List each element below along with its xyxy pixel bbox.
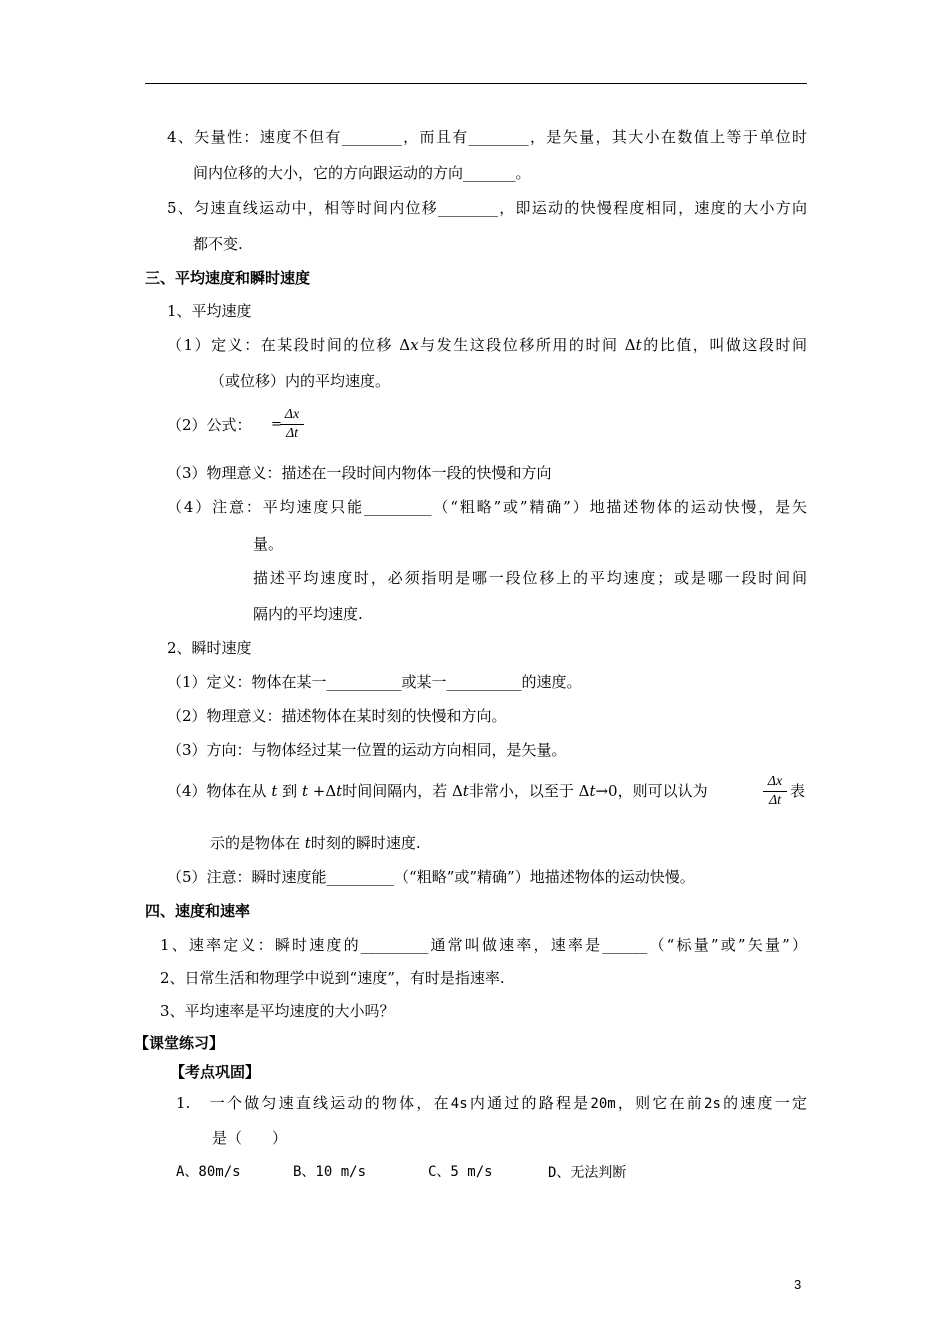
vector-property-line-2: 间内位移的大小，它的方向跟运动的方向_______。	[193, 164, 531, 182]
note-line-1: （4）注意：平均速度只能_________（“粗略”或”精确”）地描述物体的运动快慢，是矢	[167, 498, 807, 516]
instant-direction-line: （3）方向：与物体经过某一位置的运动方向相同，是矢量。	[167, 741, 567, 759]
formula-label: （2）公式：	[167, 416, 252, 434]
question-1-line-2: 是（ ）	[212, 1129, 288, 1147]
option-c: C、5 m/s	[428, 1164, 493, 1180]
limit-fraction	[762, 773, 788, 810]
uniform-motion-line-1: 5、匀速直线运动中，相等时间内位移________，即运动的快慢程度相同，速度的大小方向	[167, 199, 807, 217]
option-a: A、80m/s	[176, 1164, 241, 1180]
instant-note-line: （5）注意：瞬时速度能_________（“粗略”或”精确”）地描述物体的运动快慢。	[167, 868, 695, 886]
average-velocity-definition-2: （或位移）内的平均速度。	[210, 372, 391, 390]
average-speed-question: 3、平均速率是平均速度的大小吗？	[160, 1002, 395, 1020]
instant-meaning-line: （2）物理意义：描述物体在某时刻的快慢和方向。	[167, 707, 507, 725]
subheading-average-velocity: 1、平均速度	[167, 302, 252, 320]
formula-fraction	[279, 406, 305, 443]
formula-equals: =	[271, 417, 282, 432]
limit-fraction-denominator: Δt	[768, 793, 782, 808]
section-heading-4: 四、速度和速率	[145, 902, 251, 920]
instant-limit-line-end: 表	[790, 782, 806, 800]
subheading-instant-velocity: 2、瞬时速度	[167, 639, 252, 657]
page-number: 3	[794, 1277, 802, 1292]
instant-limit-line-2: 示的是物体在 t时刻的瞬时速度.	[210, 834, 421, 852]
speed-definition-line: 1、速率定义：瞬时速度的_________通常叫做速率，速率是______（“标量”或”矢量”）	[160, 936, 807, 954]
header-rule	[145, 83, 807, 84]
option-d: D、无法判断	[548, 1165, 627, 1181]
note-line-4: 隔内的平均速度.	[253, 605, 363, 623]
daily-speed-line: 2、日常生活和物理学中说到“速度”，有时是指速率.	[160, 969, 505, 987]
instant-limit-line-1: （4）物体在从 t 到 t +Δt时间间隔内，若 Δt非常小，以至于 Δt→0，则可以认为	[167, 782, 708, 800]
physical-meaning-line: （3）物理意义：描述在一段时间内物体一段的快慢和方向	[167, 464, 552, 482]
limit-fraction-numerator: Δx	[767, 774, 783, 789]
question-1-line-1: 1. 一个做匀速直线运动的物体，在4s内通过的路程是20m，则它在前2s的速度一定	[176, 1094, 807, 1112]
fraction-numerator: Δx	[284, 407, 300, 422]
key-points-heading: 【考点巩固】	[170, 1063, 261, 1081]
classroom-exercise-heading: 【课堂练习】	[134, 1034, 225, 1052]
note-line-2: 量。	[253, 535, 284, 553]
uniform-motion-line-2: 都不变.	[193, 235, 243, 253]
instant-definition-line: （1）定义：物体在某一__________或某一__________的速度。	[167, 673, 582, 691]
fraction-denominator: Δt	[285, 426, 299, 441]
note-line-3: 描述平均速度时，必须指明是哪一段位移上的平均速度；或是哪一段时间间	[253, 569, 807, 587]
option-b: B、10 m/s	[293, 1164, 367, 1180]
average-velocity-definition-1: （1）定义：在某段时间的位移 Δx与发生这段位移所用的时间 Δt的比值，叫做这段时间	[167, 336, 807, 354]
vector-property-line-1: 4、矢量性：速度不但有________，而且有________，是矢量，其大小在数值上等于单位时	[167, 128, 807, 146]
section-heading-3: 三、平均速度和瞬时速度	[145, 269, 311, 287]
